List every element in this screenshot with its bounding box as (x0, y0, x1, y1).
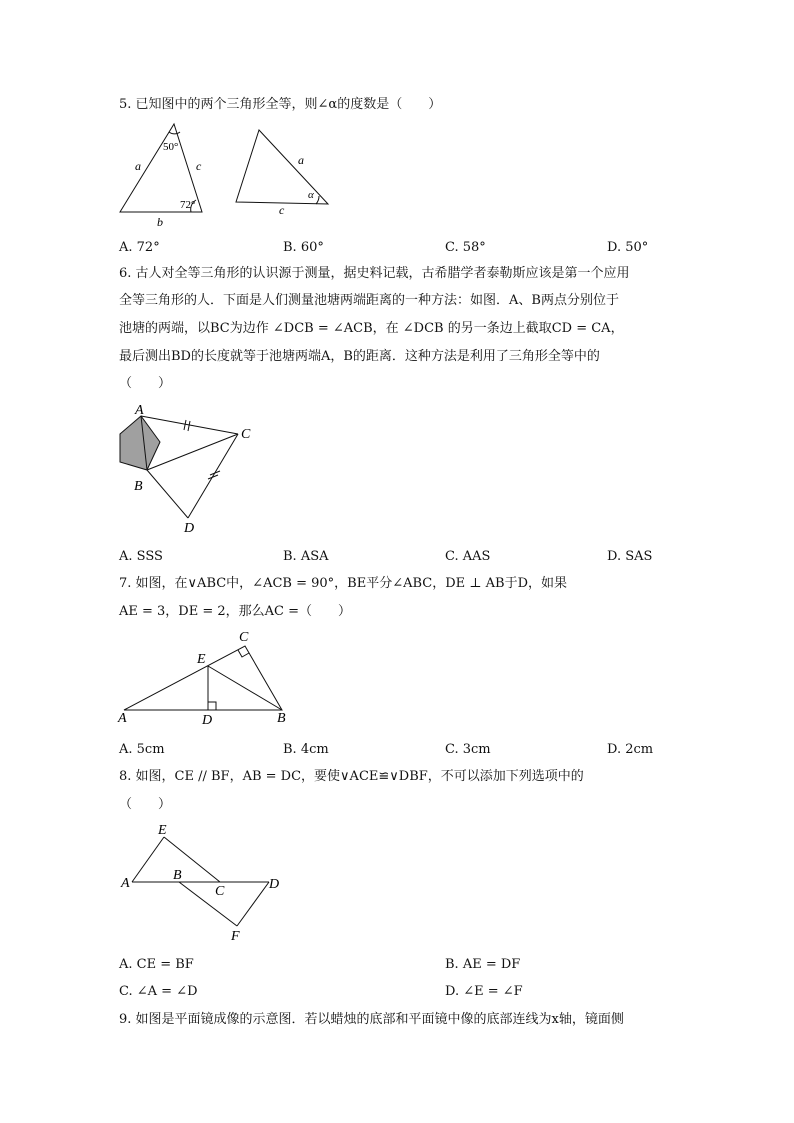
q8-line-2: （ ） (119, 797, 172, 812)
q6-option-b: B. ASA (283, 549, 329, 564)
q6-pond (120, 416, 160, 470)
q7-label-c: C (239, 630, 249, 645)
q8-option-a: A. CE = BF (119, 957, 194, 972)
q7-figure (112, 628, 302, 728)
q8-label-a: A (121, 876, 130, 891)
q8-segment-ae (132, 837, 164, 882)
q6-line-2: 全等三角形的人．下面是人们测量池塘两端距离的一种方法：如图．A、B两点分别位于 (119, 293, 619, 308)
q5-stem: 5. 已知图中的两个三角形全等，则∠α的度数是（ ） (119, 97, 442, 112)
q5-label-c2: c (279, 203, 285, 217)
q7-segment-be (208, 666, 282, 710)
q5-option-c: C. 58° (445, 240, 486, 255)
q5-angle-alpha-arc (316, 196, 319, 204)
q9-stem: 9. 如图是平面镜成像的示意图．若以蜡烛的底部和平面镜中像的底部连线为x轴，镜面侧 (119, 1012, 624, 1027)
q5-label-b1: b (157, 215, 163, 229)
q5-option-d: D. 50° (607, 240, 649, 255)
q8-label-e: E (158, 823, 167, 838)
q7-label-a: A (118, 711, 127, 726)
q8-label-f: F (231, 929, 240, 944)
q6-line-4: 最后测出BD的长度就等于池塘两端A，B的距离．这种方法是利用了三角形全等中的 (119, 349, 600, 364)
q5-angle-72: 72° (180, 199, 196, 211)
q6-label-a: A (135, 403, 144, 418)
q8-option-c: C. ∠A = ∠D (119, 984, 198, 999)
q5-option-a: A. 72° (119, 240, 160, 255)
q6-figure (112, 400, 272, 540)
q6-line-1: 6. 古人对全等三角形的认识源于测量，据史料记载，古希腊学者泰勒斯应该是第一个应用 (119, 266, 630, 281)
q5-label-c1: c (196, 159, 202, 173)
q8-option-d: D. ∠E = ∠F (445, 984, 523, 999)
q6-segment-bd (147, 470, 188, 518)
q7-label-e: E (197, 652, 206, 667)
q5-label-alpha: α (308, 189, 314, 201)
q5-option-b: B. 60° (283, 240, 324, 255)
q8-figure (112, 820, 292, 945)
q8-label-d: D (269, 877, 280, 892)
q6-segment-bc (147, 434, 238, 470)
q6-tick-ac-2 (188, 421, 190, 431)
q7-line-1: 7. 如图，在∨ABC中，∠ACB = 90°，BE平分∠ABC，DE ⊥ AB于D，如果 (119, 576, 567, 591)
q7-right-angle-d (208, 702, 216, 710)
q6-line-3: 池塘的两端，以BC为边作 ∠DCB = ∠ACB，在 ∠DCB 的另一条边上截取CD = CA， (119, 321, 624, 336)
q8-label-c: C (215, 884, 225, 899)
q8-line-1: 8. 如图，CE // BF，AB = DC，要使∨ACE≌∨DBF，不可以添加下列选项中的 (119, 769, 584, 784)
q6-label-c: C (241, 427, 251, 442)
q7-label-b: B (277, 711, 286, 726)
q6-option-c: C. AAS (445, 549, 491, 564)
q6-label-d: D (184, 521, 195, 536)
q7-option-c: C. 3cm (445, 742, 491, 757)
q6-segment-cd (188, 434, 238, 518)
q5-angle-50: 50° (163, 141, 179, 153)
q6-tick-ac-1 (184, 420, 186, 430)
q7-line-2: AE = 3，DE = 2，那么AC =（ ） (119, 604, 352, 619)
q8-segment-df (237, 882, 269, 926)
q8-option-b: B. AE = DF (445, 957, 521, 972)
q8-label-b: B (173, 868, 182, 883)
q6-option-a: A. SSS (119, 549, 163, 564)
q5-label-a1: a (135, 159, 141, 173)
q7-option-b: B. 4cm (283, 742, 329, 757)
q7-option-a: A. 5cm (119, 742, 165, 757)
q7-label-d: D (202, 713, 213, 728)
q5-figure (112, 118, 352, 230)
q6-line-5: （ ） (119, 376, 172, 391)
q6-option-d: D. SAS (607, 549, 653, 564)
q6-tick-cd-2 (210, 471, 220, 475)
q5-triangle-2 (236, 130, 328, 204)
q5-angle-arc-top (169, 132, 180, 134)
q8-segment-bf (179, 882, 237, 926)
q7-option-d: D. 2cm (607, 742, 654, 757)
q5-label-a2: a (298, 153, 304, 167)
q6-label-b: B (134, 479, 143, 494)
